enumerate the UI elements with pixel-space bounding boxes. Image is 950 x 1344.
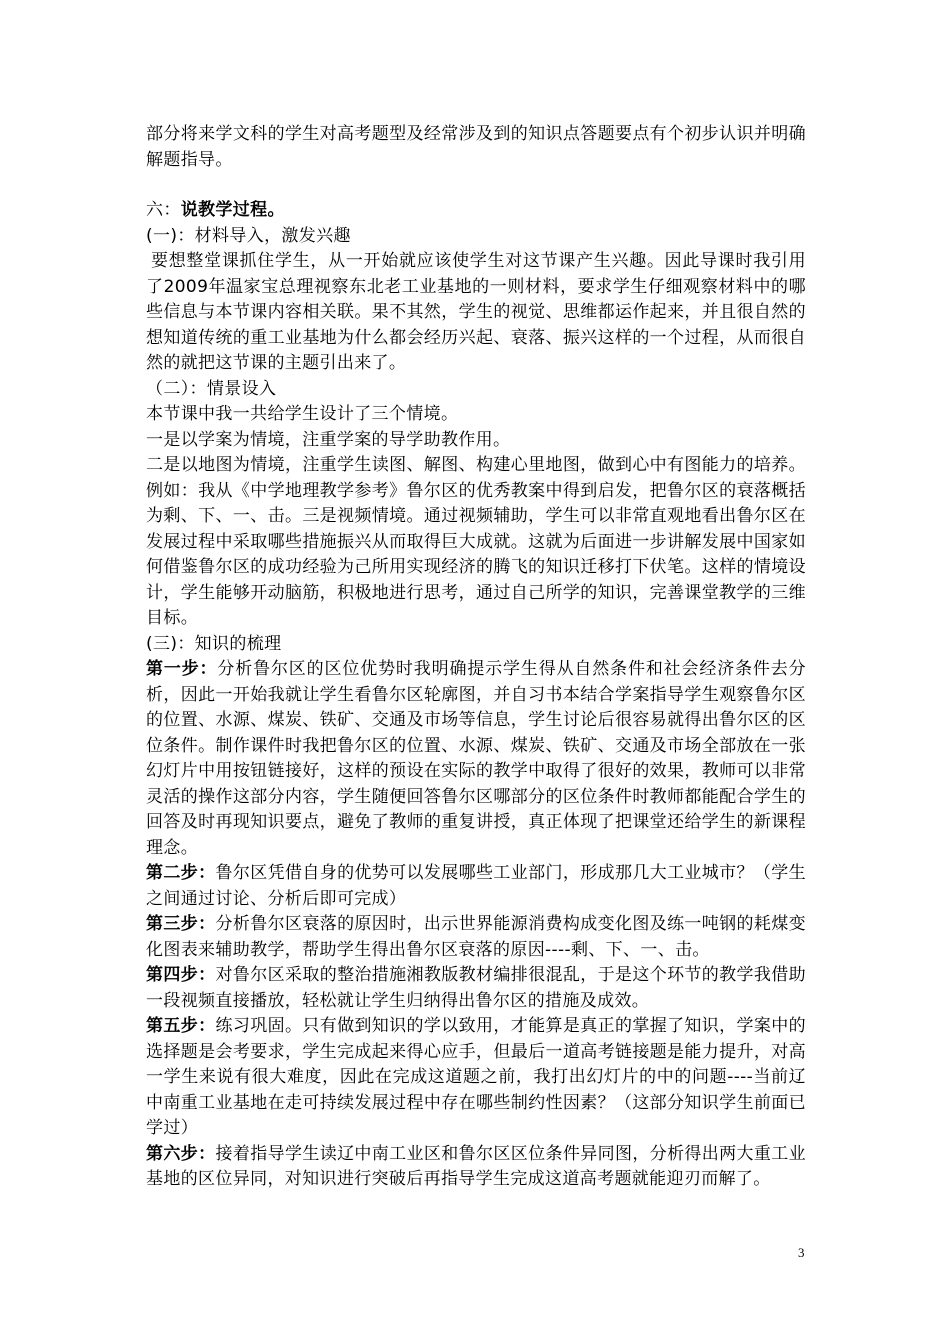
subsection-2-title: （二）：情景设入 — [146, 378, 277, 399]
section-prefix: 六： — [146, 200, 181, 220]
step-4 — [146, 963, 806, 1014]
subsection-2-line-2: 一是以学案为情境，注重学案的导学助教作用。 — [146, 429, 511, 450]
step-text: 分析鲁尔区衰落的原因时，出示世界能源消费构成变化图及练一吨钢的耗煤变化图表来辅助教学，帮助学生得出鲁尔区衰落的原因----剩、下、一、击。 — [146, 914, 806, 960]
step-text: 练习巩固。只有做到知识的学以致用，才能算是真正的掌握了知识，学案中的选择题是会考要求，学生完成起来得心应手，但最后一道高考链接题是能力提升，对高一学生来说有很大难度，因此在完成这道题之前，我打出幻灯片的中的问题----当前辽中南重工业基地在走可持续发展过程中存在哪些制约性因素？（这部分知识学生前面已学过） — [146, 1016, 806, 1138]
step-1 — [146, 657, 806, 861]
step-text: 鲁尔区凭借自身的优势可以发展哪些工业部门，形成那几大工业城市？（学生之间通过讨论、分析后即可完成） — [146, 863, 806, 909]
step-label: 第二步： — [146, 863, 216, 883]
step-6 — [146, 1142, 806, 1193]
step-3 — [146, 912, 806, 963]
step-2 — [146, 861, 806, 912]
subsection-2-line-1: 本节课中我一共给学生设计了三个情境。 — [146, 404, 459, 424]
step-text: 分析鲁尔区的区位优势时我明确提示学生得从自然条件和社会经济条件去分析，因此一开始我就让学生看鲁尔区轮廓图，并自习书本结合学案指导学生观察鲁尔区的位置、水源、煤炭、铁矿、交通及市场等信息，学生讨论后很容易就得出鲁尔区的区位条件。制作课件时我把鲁尔区的位置、水源、煤炭、铁矿、交通及市场全部放在一张幻灯片中用按钮链接好，这样的预设在实际的教学中取得了很好的效果，教师可以非常灵活的操作这部分内容，学生随便回答鲁尔区哪部分的区位条件时教师都能配合学生的回答及时再现知识要点，避免了教师的重复讲授，真正体现了把课堂还给学生的新课程理念。 — [146, 659, 806, 858]
subsection-2-line-3: 二是以地图为情境，注重学生读图、解图、构建心里地图，做到心中有图能力的培养。例如：我从《中学地理教学参考》鲁尔区的优秀教案中得到启发，把鲁尔区的衰落概括为剩、下、一、击。三是视频情境。通过视频辅助，学生可以非常直观地看出鲁尔区在发展过程中采取哪些措施振兴从而取得巨大成就。这就为后面进一步讲解发展中国家如何借鉴鲁尔区的成功经验为己所用实现经济的腾飞的知识迁移打下伏笔。这样的情境设计，学生能够开动脑筋，积极地进行思考，通过自己所学的知识，完善课堂教学的三维目标。 — [146, 455, 806, 628]
step-label: 第五步： — [146, 1016, 216, 1036]
step-label: 第六步： — [146, 1143, 216, 1164]
step-label: 第三步： — [146, 914, 216, 934]
subsection-3-title: (三)：知识的梳理 — [146, 633, 282, 654]
step-text: 对鲁尔区采取的整治措施湘教版教材编排很混乱，于是这个环节的教学我借助一段视频直接播放，轻松就让学生归纳得出鲁尔区的措施及成效。 — [146, 965, 806, 1011]
page-body — [146, 122, 806, 1193]
page-number: 3 — [798, 1245, 805, 1260]
step-label: 第一步： — [146, 659, 218, 679]
subsection-1-paragraph: 要想整堂课抓住学生，从一开始就应该使学生对这节课产生兴趣。因此导课时我引用了2009年温家宝总理视察东北老工业基地的一则材料，要求学生仔细观察材料中的哪些信息与本节课内容相关联。果不其然，学生的视觉、思维都运作起来，并且很自然的想知道传统的重工业基地为什么都会经历兴起、衰落、振兴这样的一个过程，从而很自然的就把这节课的主题引出来了。 — [146, 251, 806, 373]
spacer — [146, 173, 806, 198]
section-title: 说教学过程。 — [180, 200, 285, 220]
step-text: 接着指导学生读辽中南工业区和鲁尔区区位条件异同图，分析得出两大重工业基地的区位异同，对知识进行突破后再指导学生完成这道高考题就能迎刃而解了。 — [146, 1143, 806, 1189]
step-5 — [146, 1014, 806, 1142]
section-heading — [146, 198, 806, 224]
step-label: 第四步： — [146, 965, 216, 985]
intro-paragraph: 部分将来学文科的学生对高考题型及经常涉及到的知识点答题要点有个初步认识并明确解题指导。 — [146, 124, 806, 170]
subsection-1-title: (一)：材料导入，激发兴趣 — [146, 225, 351, 246]
